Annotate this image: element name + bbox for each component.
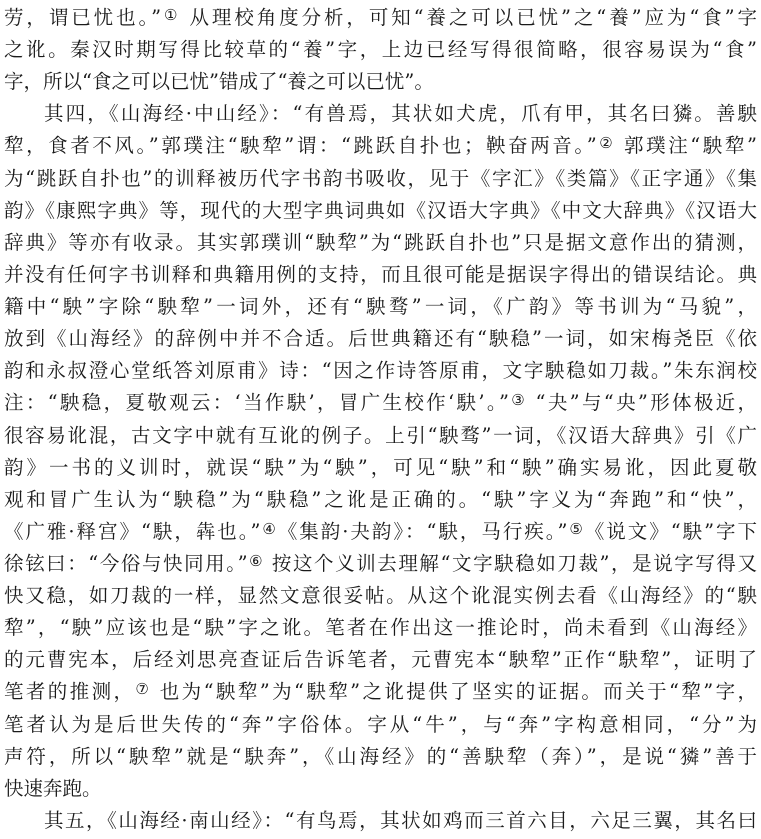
footnote-marker[interactable]: ① xyxy=(161,6,181,24)
footnote-marker[interactable]: ⑤ xyxy=(567,519,585,538)
text-line: 笔者认为是后世失传的“奔”字俗体。字从“牛”，与“奔”字构意相同，“分”为 xyxy=(4,712,757,736)
footnote-marker[interactable]: ② xyxy=(596,134,616,153)
text-line: 并没有任何字书训释和典籍用例的支持，而且很可能是据误字得出的错误结论。典 xyxy=(4,262,757,286)
text-line: 《广雅·释宫》“駃，犇也。”④《集韵·夬韵》：“駃，马行疾。”⑤《说文》“駃”字下 xyxy=(4,519,758,543)
text-line: 快又稳，如刀裁的一样，显然文意很妥帖。从这个讹混实例去看《山海经》的“駚 xyxy=(4,584,757,608)
text-line: 徐铉曰：“今俗与快同用。”⑥ 按这个义训去理解“文字駃稳如刀裁”，是说字写得又 xyxy=(4,551,757,575)
text-line: 的元曹宪本，后经刘思亮查证后告诉笔者，元曹宪本“駚犂”正作“駃犂”，证明了 xyxy=(4,648,757,672)
footnote-marker[interactable]: ⑦ xyxy=(135,680,152,699)
text-line: 韵》《康熙字典》等，现代的大型字典词典如《汉语大字典》《中文大辞典》《汉语大 xyxy=(4,198,757,222)
text-line: 其四，《山海经·中山经》：“有兽焉，其状如犬虎，爪有甲，其名曰獜。善駚 xyxy=(44,102,757,126)
text-line: 辞典》等亦有收录。其实郭璞训“駚犂”为“跳跃自扑也”只是据文意作出的猜测， xyxy=(4,230,757,254)
text-line: 劳，谓已忧也。”① 从理校角度分析，可知“養之可以已忧”之“養”应为“食”字 xyxy=(4,6,757,29)
text-line: 快速奔跑。 xyxy=(4,776,102,800)
text-line: 注：“駚稳，夏敬观云：‘当作駃’，冒广生校作‘駃’。”③ “夬”与“央”形体极近， xyxy=(4,391,758,415)
text-line: 为“跳跃自扑也”的训释被历代字书韵书吸收，见于《字汇》《类篇》《正字通》《集 xyxy=(4,166,757,190)
text-line: 很容易讹混，古文字中就有互讹的例子。上引“駚骛”一词，《汉语大辞典》引《广 xyxy=(4,423,757,447)
footnote-marker[interactable]: ③ xyxy=(508,391,528,410)
text-line: 观和冒广生认为“駚稳”为“駃稳”之讹是正确的。“駃”字义为“奔跑”和“快”， xyxy=(4,487,757,511)
text-line: 声符，所以“駚犂”就是“駃奔”，《山海经》的“善駃犂（奔）”，是说“獜”善于 xyxy=(4,744,757,768)
text-line: 字，所以“食之可以已忧”错成了“養之可以已忧”。 xyxy=(4,70,434,94)
text-line: 韵和永叔澄心堂纸答刘原甫》诗：“因之作诗答原甫，文字駚稳如刀裁。”朱东润校 xyxy=(4,359,757,383)
text-line: 之讹。秦汉时期写得比较草的“養”字，上边已经写得很简略，很容易误为“食” xyxy=(4,38,757,62)
text-line: 笔者的推测，⑦ 也为“駚犂”为“駃犂”之讹提供了坚实的证据。而关于“犂”字， xyxy=(4,680,757,704)
text-line: 籍中“駚”字除“駚犂”一词外，还有“駚骛”一词，《广韵》等书训为“马貌”， xyxy=(4,295,757,319)
text-line: 放到《山海经》的辞例中并不合适。后世典籍还有“駚稳”一词，如宋梅尧臣《依 xyxy=(4,327,757,351)
text-line: 其五，《山海经·南山经》：“有鸟焉，其状如鸡而三首六目，六足三翼，其名曰 xyxy=(44,808,757,832)
text-line: 犂”，“駚”应该也是“駃”字之讹。笔者在作出这一推论时，尚未看到《山海经》 xyxy=(4,616,757,640)
footnote-marker[interactable]: ④ xyxy=(260,519,278,538)
footnote-marker[interactable]: ⑥ xyxy=(247,551,265,570)
text-line: 韵》一书的义训时，就误“駃”为“駚”，可见“駃”和“駚”确实易讹，因此夏敬 xyxy=(4,455,757,479)
text-line: 犂，食者不风。”郭璞注“駚犂”谓：“跳跃自扑也；鞅奋两音。”② 郭璞注“駚犂” xyxy=(4,134,757,158)
